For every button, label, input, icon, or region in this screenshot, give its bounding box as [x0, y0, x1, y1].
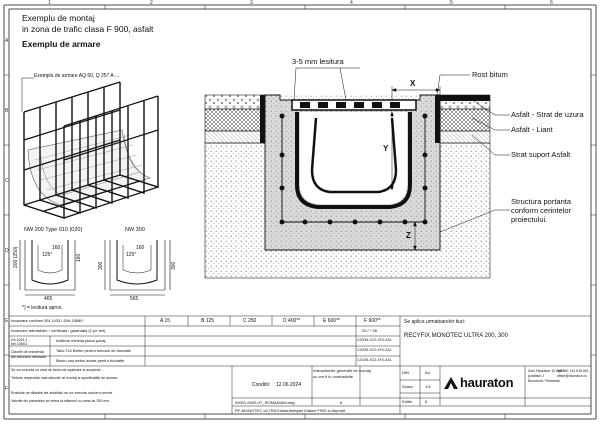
- tb-din-val: A4: [425, 370, 430, 375]
- tb-row5-a: Beton sau beton armat pentru fundatie: [56, 358, 125, 363]
- callout-base: Strat suport Asfalt: [511, 150, 571, 159]
- tb-scale-val: 1:5: [425, 384, 431, 389]
- tb-small-3: Clasele de rezistenta: [11, 350, 44, 354]
- section-left-diag: 160: [52, 245, 61, 251]
- ruler-side-d: D: [5, 248, 9, 254]
- tb-class-e600: E 600**: [323, 318, 340, 324]
- tb-sheet-label: Editie: [402, 399, 413, 404]
- ruler-side-b: B: [5, 108, 9, 114]
- callout-struct-3: proiectului.: [511, 215, 548, 224]
- tb-class-c250: C 250: [243, 318, 257, 324]
- section-left-dim-b: 160: [76, 253, 82, 262]
- section-left-angle: 125°: [42, 252, 53, 258]
- tb-drawing-no: 00001-0000-4T_ROMANIAN.dwg: [235, 400, 295, 405]
- note-lesitura: *) = lesitura aprox.: [22, 305, 63, 311]
- tb-remarks-3: Rosturile de dilatatie ale asfaltului se vor executa conform normei.: [11, 391, 114, 395]
- tb-date: 12.06.2024: [276, 382, 302, 388]
- tb-addr-3: Bucuresti / Romania: [528, 379, 560, 383]
- ruler-top-6: 6: [550, 0, 553, 6]
- tb-remarks-4: Valorile din paranteze se refera la sistemul cu rama de 250 mm.: [11, 399, 110, 403]
- iso-label: Exemplu de armare AQ 60, Q 257 A ...: [34, 73, 120, 79]
- tb-page: 6: [340, 400, 343, 405]
- section-right-diag: 160: [136, 245, 145, 251]
- tb-row2-a: Incarcare admisibila: / verificata / garantata (2 pe set): [11, 328, 106, 333]
- ruler-top-5: 5: [450, 0, 453, 6]
- section-left-dim-a: 200 (250): [13, 246, 19, 268]
- section-nw200: [20, 240, 75, 295]
- ruler-top-4: 4: [350, 0, 353, 6]
- section-right-dim-a: 300: [98, 261, 104, 270]
- subtitle: Exemplu de armare: [22, 39, 101, 49]
- tb-addr-1: Zum Hauraton 10 AyBS: [528, 369, 565, 373]
- reinforcement-cage-isometric: [22, 78, 158, 218]
- hauraton-logo-icon: [444, 377, 458, 389]
- tb-class-d400: D 400**: [283, 318, 301, 324]
- ruler-top-1: 1: [48, 0, 51, 6]
- ruler-side-c: C: [5, 178, 9, 184]
- callout-binder: Asfalt - Liant: [511, 125, 553, 134]
- ruler-top-2: 2: [150, 0, 153, 6]
- section-left-dim-bottom: 465: [44, 296, 53, 302]
- hauraton-logo-text: hauraton: [460, 375, 514, 390]
- tb-right-head: Se aplica urmatoarelor tiuri:: [404, 319, 466, 325]
- tb-norm: Incadrare conform EN 1433 / DIN 19580: [11, 318, 83, 323]
- callout-wear: Asfalt - Strat de uzura: [511, 110, 584, 119]
- ruler-side-f: F: [5, 386, 9, 392]
- tb-product: RECYFIX MONOTEC ULTRA 200, 300: [404, 333, 508, 339]
- tb-row5-val: C20/45-XC2-XF4-XA1: [357, 358, 392, 362]
- tb-row4-val: C20/45-XC2-XF4-XA1: [357, 348, 392, 352]
- section-right-title: NW 300: [125, 227, 145, 233]
- tb-small-2: bei 1045/1: [11, 342, 28, 346]
- tb-sheet-val: 6: [425, 399, 428, 404]
- dim-y-label: Y: [383, 144, 389, 153]
- dim-x-label: X: [410, 79, 416, 88]
- section-left-title: NW 200 Type 010 (020): [24, 227, 83, 233]
- tb-drawing-title: RF-MONOTEC-ULTRA Einbaubeispiel Klasse F900 in Asphalt: [235, 408, 345, 413]
- tb-addr-2: postfach 2: [528, 374, 545, 378]
- tb-class-b125: B 125: [201, 318, 215, 324]
- section-right-dim-b: 300: [171, 261, 177, 270]
- tb-row3-a: Inaltime minima placa pavaj: [56, 338, 106, 343]
- callout-bitumen: Rost bitum: [472, 70, 508, 79]
- tb-class-a15: A 15: [160, 318, 171, 324]
- ruler-side-e: E: [5, 318, 9, 324]
- section-right-dim-bottom: 565: [130, 296, 139, 302]
- callout-gap: 3-5 mm lesitura: [292, 57, 344, 66]
- tb-small-1: XA 1003-1: [11, 338, 28, 342]
- tb-cond-label: Conditii:: [252, 382, 271, 388]
- tb-scale-label: Scara: [402, 384, 413, 389]
- callout-struct-2: conform cerintelor: [511, 206, 572, 215]
- tb-small-4: ale betonului necesare: [11, 355, 47, 359]
- tb-desc-label: Instructiunile generale de montaj: [313, 368, 371, 373]
- section-right-angle: 125°: [126, 252, 137, 258]
- cross-section-detail: [205, 68, 510, 278]
- title-line-2: in zona de trafic clasa F 900, asfalt: [22, 24, 154, 34]
- tb-mail: office@hauraton.ro: [557, 374, 587, 378]
- tb-remarks-2: Trebuie respectate instructiunile de montaj si specificatiile de armare.: [11, 376, 119, 380]
- title-line-1: Exemplu de montaj: [22, 13, 95, 23]
- tb-row3-val: C20/45-XC2-XF4-XA1: [357, 338, 392, 342]
- callout-struct-1: Structura portanta: [511, 197, 572, 206]
- tb-desc-label-2: nu vor fi in contradictie: [313, 374, 354, 379]
- tb-remarks-1: Se vor executa un strat de beton de egalizare si acoperire ...: [11, 368, 105, 372]
- ruler-top-3: 3: [250, 0, 253, 6]
- tb-class-f900: F 900**: [364, 318, 381, 324]
- tb-row4-a: Tata-T14 Beton pentru betonul de fundatie: [56, 348, 131, 353]
- tb-tel: Tel +40 744 515 501: [557, 369, 589, 373]
- dim-z-label: Z: [406, 231, 411, 240]
- tb-row2-val: 20 / * 28: [362, 328, 377, 333]
- ruler-side-a: A: [5, 38, 9, 44]
- tb-din: DIN: [402, 370, 409, 375]
